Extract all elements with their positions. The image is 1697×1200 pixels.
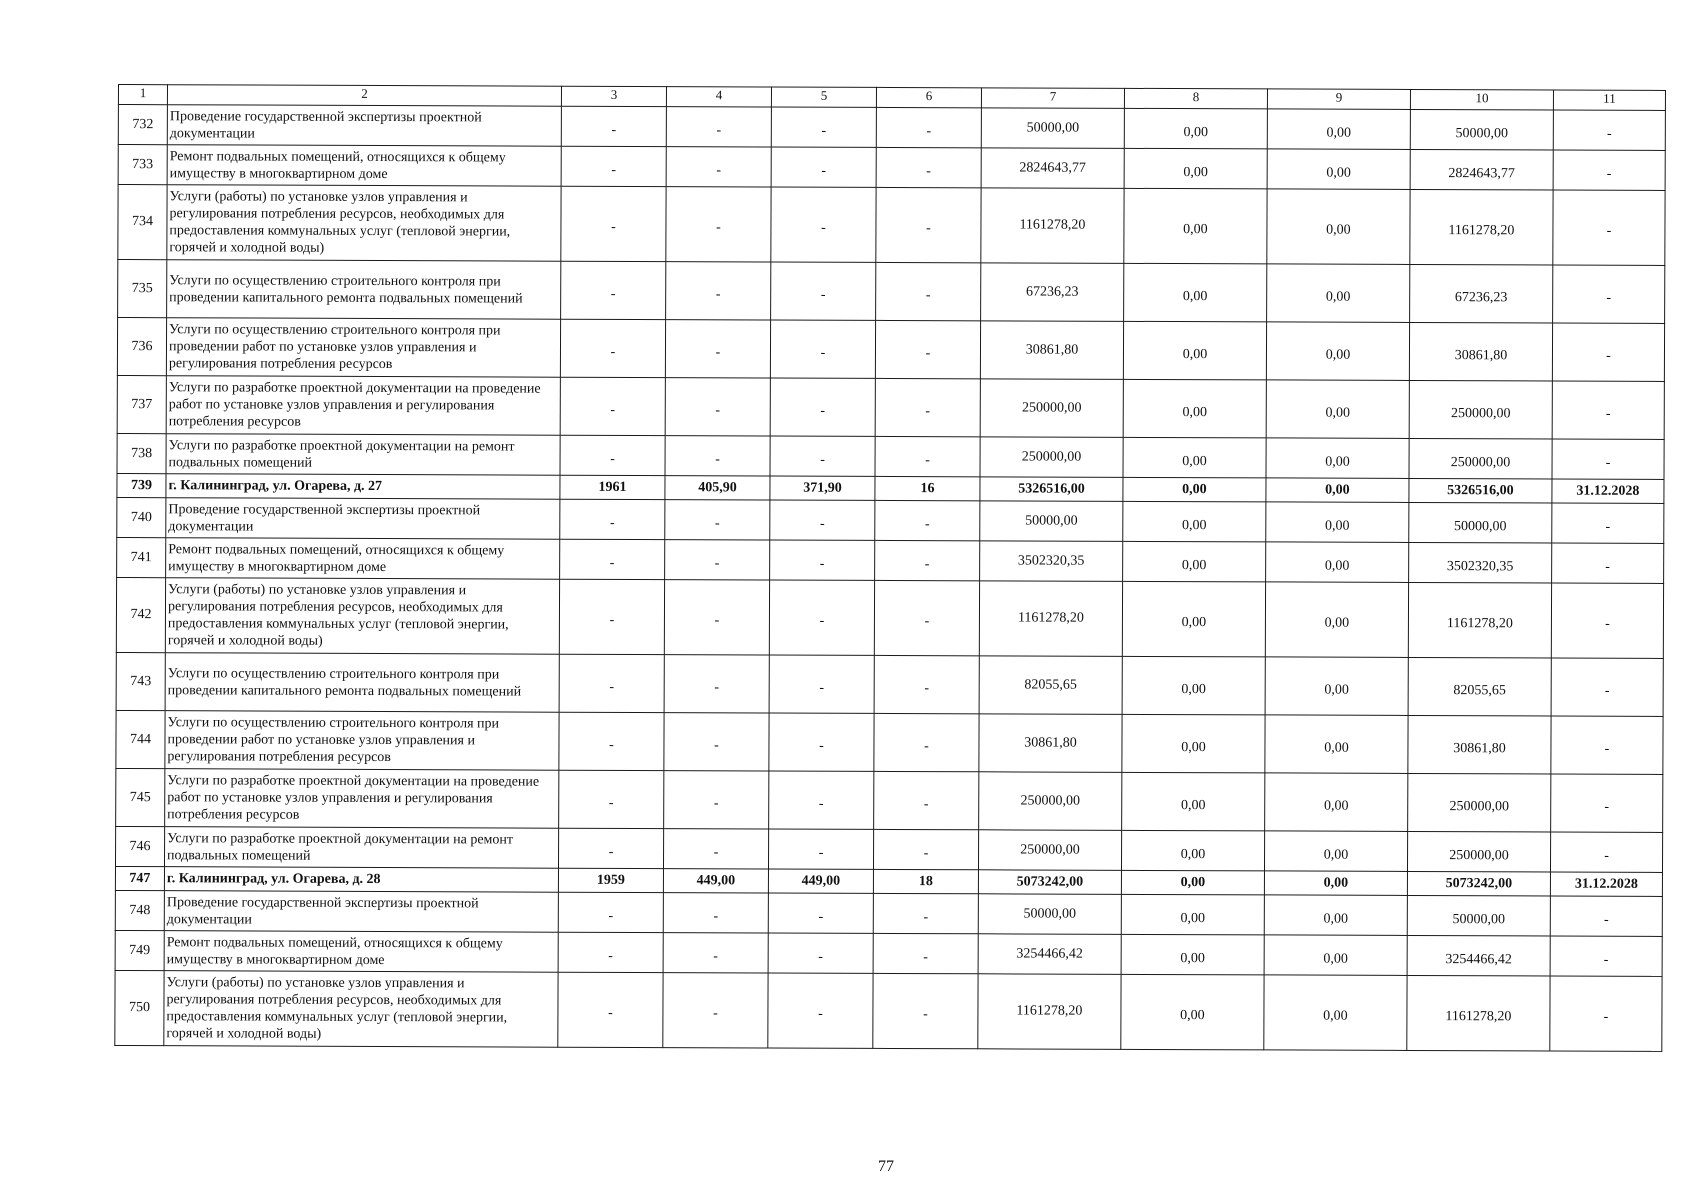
value-cell-11: -: [1550, 976, 1662, 1051]
value-cell-8: 0,00: [1123, 477, 1266, 502]
value-cell-4: -: [664, 771, 769, 829]
value-cell-9: 0,00: [1264, 975, 1407, 1051]
value-cell-7: 250000,00: [980, 437, 1123, 478]
value-cell-7: 50000,00: [980, 501, 1123, 542]
value-cell-8: 0,00: [1123, 379, 1266, 438]
value-cell-3: -: [560, 319, 665, 377]
value-cell-10: 5073242,00: [1407, 871, 1550, 896]
table-row: [116, 577, 1663, 658]
value-cell-3: -: [559, 654, 664, 712]
value-cell-7: 250000,00: [980, 379, 1123, 438]
value-cell-10: 250000,00: [1409, 438, 1552, 479]
value-cell-3: -: [561, 106, 666, 146]
work-description: Проведение государственной экспертизы проектной документации: [167, 105, 561, 147]
value-cell-3: -: [559, 579, 664, 654]
value-cell-5: -: [770, 320, 875, 378]
value-cell-7: 2824643,77: [981, 148, 1124, 189]
value-cell-8: 0,00: [1123, 541, 1266, 582]
value-cell-9: 0,00: [1265, 657, 1408, 716]
value-cell-11: -: [1553, 110, 1665, 150]
value-cell-9: 0,00: [1264, 935, 1407, 976]
value-cell-8: 0,00: [1123, 501, 1266, 542]
value-cell-7: 1161278,20: [979, 581, 1122, 657]
work-description: Услуги (работы) по установке узлов управления и регулирования потребления ресурсов, необходимых для предоставления коммунальных услуг (тепловой энергии, горячей и холодной воды): [164, 971, 558, 1048]
work-description: Ремонт подвальных помещений, относящихся к общему имуществу в многоквартирном доме: [167, 145, 561, 187]
value-cell-10: 1161278,20: [1407, 975, 1550, 1051]
value-cell-6: 16: [875, 476, 980, 500]
value-cell-7: 1161278,20: [981, 188, 1124, 264]
value-cell-6: -: [873, 973, 978, 1048]
table-row: [115, 826, 1662, 872]
value-cell-3: -: [560, 499, 665, 539]
value-cell-7: 1161278,20: [978, 974, 1121, 1050]
table-row: [117, 497, 1664, 543]
value-cell-7: 30861,80: [979, 714, 1122, 773]
row-number: 749: [115, 930, 164, 970]
value-cell-6: -: [874, 580, 979, 655]
value-cell-11: -: [1551, 716, 1663, 774]
value-cell-5: -: [769, 655, 874, 713]
value-cell-3: -: [560, 435, 665, 475]
value-cell-6: -: [875, 500, 980, 540]
value-cell-8: 0,00: [1121, 830, 1264, 871]
value-cell-9: 0,00: [1265, 582, 1408, 658]
value-cell-5: -: [769, 580, 874, 655]
value-cell-7: 5326516,00: [980, 477, 1123, 502]
value-cell-9: 0,00: [1267, 109, 1410, 150]
work-description: Услуги по разработке проектной документации на проведение работ по установке узлов управления и регулирования потребления ресурсов: [165, 769, 559, 829]
work-description: Услуги по осуществлению строительного контроля при проведении работ по установке узлов управления и регулирования потребления ресурсов: [165, 711, 559, 771]
table-row: [118, 185, 1665, 266]
row-number: 741: [117, 537, 166, 577]
table-row: [117, 433, 1664, 479]
table-row: [116, 768, 1663, 832]
table-sheet: [114, 84, 1666, 1052]
value-cell-9: 0,00: [1267, 189, 1410, 265]
value-cell-7: 250000,00: [979, 772, 1122, 831]
value-cell-10: 250000,00: [1409, 380, 1552, 439]
header-cell: 4: [666, 87, 771, 107]
value-cell-9: 0,00: [1264, 831, 1407, 872]
value-cell-5: -: [771, 187, 876, 262]
value-cell-4: -: [665, 540, 770, 580]
value-cell-3: -: [558, 972, 663, 1047]
value-cell-7: 50000,00: [981, 108, 1124, 149]
value-cell-4: -: [664, 655, 769, 713]
value-cell-5: -: [771, 262, 876, 320]
value-cell-5: 449,00: [768, 869, 873, 893]
value-cell-7: 3502320,35: [980, 541, 1123, 582]
value-cell-11: -: [1552, 381, 1664, 439]
value-cell-6: -: [874, 771, 979, 829]
value-cell-3: -: [558, 828, 663, 868]
value-cell-11: -: [1552, 503, 1664, 543]
value-cell-6: -: [876, 147, 981, 187]
work-description: Услуги по разработке проектной документации на ремонт подвальных помещений: [164, 827, 558, 869]
value-cell-8: 0,00: [1121, 934, 1264, 975]
work-description: Услуги по осуществлению строительного контроля при проведении капитального ремонта подвальных помещений: [167, 260, 561, 320]
value-cell-9: 0,00: [1266, 380, 1409, 439]
value-cell-9: 0,00: [1264, 871, 1407, 896]
value-cell-5: -: [770, 500, 875, 540]
value-cell-8: 0,00: [1122, 714, 1265, 773]
value-cell-10: 1161278,20: [1408, 582, 1551, 658]
value-cell-9: 0,00: [1266, 542, 1409, 583]
value-cell-11: -: [1552, 543, 1664, 583]
row-number: 735: [118, 260, 167, 318]
row-number: 740: [117, 497, 166, 537]
value-cell-3: 1959: [558, 868, 663, 892]
value-cell-3: -: [560, 377, 665, 435]
value-cell-6: 18: [873, 869, 978, 893]
value-cell-10: 67236,23: [1410, 264, 1553, 323]
value-cell-9: 0,00: [1266, 502, 1409, 543]
address-cell: г. Калининград, ул. Огарева, д. 27: [166, 474, 560, 500]
row-number: 734: [118, 185, 167, 260]
table-row: [118, 105, 1665, 151]
row-number: 738: [117, 433, 166, 473]
value-cell-6: -: [875, 378, 980, 436]
value-cell-3: -: [559, 770, 664, 828]
row-number: 736: [117, 318, 166, 376]
value-cell-9: 0,00: [1264, 895, 1407, 936]
value-cell-6: -: [874, 713, 979, 771]
value-cell-11: -: [1552, 439, 1664, 479]
value-cell-6: -: [874, 655, 979, 713]
value-cell-8: 0,00: [1123, 321, 1266, 380]
header-cell: 2: [167, 85, 561, 107]
value-cell-4: -: [663, 893, 768, 933]
work-description: Ремонт подвальных помещений, относящихся к общему имуществу в многоквартирном доме: [164, 931, 558, 973]
value-cell-10: 250000,00: [1407, 831, 1550, 872]
value-cell-4: -: [665, 436, 770, 476]
value-cell-11: -: [1551, 658, 1663, 716]
value-cell-6: -: [873, 893, 978, 933]
table-row: [117, 318, 1664, 382]
value-cell-6: -: [875, 436, 980, 476]
value-cell-8: 0,00: [1121, 894, 1264, 935]
row-number: 743: [116, 652, 165, 710]
row-number: 746: [115, 826, 164, 866]
value-cell-11: -: [1553, 150, 1665, 190]
value-cell-11: 31.12.2028: [1552, 479, 1664, 503]
value-cell-11: -: [1551, 583, 1663, 658]
value-cell-7: 5073242,00: [978, 870, 1121, 895]
value-cell-7: 30861,80: [980, 321, 1123, 380]
work-description: Услуги по разработке проектной документации на ремонт подвальных помещений: [166, 434, 560, 476]
value-cell-6: -: [875, 320, 980, 378]
work-description: Услуги (работы) по установке узлов управления и регулирования потребления ресурсов, необходимых для предоставления коммунальных услуг (тепловой энергии, горячей и холодной воды): [167, 185, 561, 262]
value-cell-3: -: [560, 539, 665, 579]
value-cell-10: 1161278,20: [1410, 189, 1553, 265]
value-cell-3: -: [559, 712, 664, 770]
value-cell-4: -: [666, 262, 771, 320]
value-cell-10: 82055,65: [1408, 657, 1551, 716]
work-description: Услуги (работы) по установке узлов управления и регулирования потребления ресурсов, необходимых для предоставления коммунальных услуг (тепловой энергии, горячей и холодной воды): [165, 578, 559, 655]
value-cell-7: 82055,65: [979, 656, 1122, 715]
value-cell-9: 0,00: [1267, 264, 1410, 323]
value-cell-8: 0,00: [1122, 772, 1265, 831]
table-row: [117, 537, 1664, 583]
table-row: [115, 970, 1662, 1051]
row-number: 744: [116, 710, 165, 768]
value-cell-6: -: [876, 107, 981, 147]
value-cell-3: -: [561, 261, 666, 319]
header-cell: 5: [771, 87, 876, 107]
value-cell-8: 0,00: [1124, 263, 1267, 322]
row-number: 732: [118, 105, 167, 145]
value-cell-10: 50000,00: [1410, 109, 1553, 150]
value-cell-5: -: [768, 933, 873, 973]
value-cell-11: -: [1550, 896, 1662, 936]
value-cell-11: -: [1550, 832, 1662, 872]
value-cell-6: -: [876, 187, 981, 262]
work-description: Проведение государственной экспертизы проектной документации: [166, 498, 560, 540]
row-number: 747: [115, 866, 164, 890]
value-cell-4: -: [663, 973, 768, 1048]
value-cell-7: 67236,23: [981, 263, 1124, 322]
value-cell-4: -: [664, 713, 769, 771]
value-cell-4: -: [665, 378, 770, 436]
row-number: 733: [118, 145, 167, 185]
value-cell-8: 0,00: [1121, 974, 1264, 1050]
table-row: [118, 145, 1665, 191]
value-cell-11: -: [1550, 936, 1662, 976]
value-cell-5: -: [770, 436, 875, 476]
value-cell-5: -: [770, 540, 875, 580]
value-cell-4: -: [666, 147, 771, 187]
value-cell-9: 0,00: [1267, 149, 1410, 190]
value-cell-4: -: [666, 187, 771, 262]
value-cell-9: 0,00: [1266, 478, 1409, 503]
value-cell-11: 31.12.2028: [1550, 872, 1662, 896]
value-cell-3: -: [558, 892, 663, 932]
value-cell-8: 0,00: [1123, 437, 1266, 478]
value-cell-5: -: [768, 829, 873, 869]
work-description: Услуги по осуществлению строительного контроля при проведении работ по установке узлов управления и регулирования потребления ресурсов: [166, 318, 560, 378]
value-cell-8: 0,00: [1122, 581, 1265, 657]
header-cell: 1: [118, 85, 167, 105]
table-row: [117, 375, 1664, 439]
value-cell-11: -: [1552, 323, 1664, 381]
value-cell-8: 0,00: [1124, 108, 1267, 149]
table-row: [118, 260, 1665, 324]
value-cell-5: 371,90: [770, 476, 875, 500]
table-row: [116, 710, 1663, 774]
work-description: Проведение государственной экспертизы проектной документации: [164, 891, 558, 933]
table-row: [115, 930, 1662, 976]
value-cell-10: 3502320,35: [1409, 542, 1552, 583]
header-cell: 3: [561, 86, 666, 106]
value-cell-6: -: [875, 540, 980, 580]
value-cell-11: -: [1553, 190, 1665, 265]
value-cell-5: -: [771, 107, 876, 147]
row-number: 750: [115, 970, 164, 1045]
value-cell-10: 50000,00: [1407, 895, 1550, 936]
value-cell-5: -: [770, 378, 875, 436]
value-cell-4: -: [663, 933, 768, 973]
table-row: [116, 652, 1663, 716]
row-number: 739: [117, 473, 166, 497]
work-description: Ремонт подвальных помещений, относящихся к общему имуществу в многоквартирном доме: [166, 538, 560, 580]
value-cell-3: -: [561, 186, 666, 261]
value-cell-6: -: [873, 933, 978, 973]
value-cell-3: -: [561, 146, 666, 186]
address-cell: г. Калининград, ул. Огарева, д. 28: [164, 867, 558, 893]
row-number: 742: [116, 577, 165, 652]
value-cell-10: 5326516,00: [1409, 478, 1552, 503]
value-cell-3: 1961: [560, 475, 665, 499]
work-description: Услуги по осуществлению строительного контроля при проведении капитального ремонта подвальных помещений: [165, 653, 559, 713]
page-number: 77: [878, 1158, 894, 1175]
value-cell-8: 0,00: [1124, 148, 1267, 189]
value-cell-10: 2824643,77: [1410, 149, 1553, 190]
header-cell: 7: [981, 88, 1124, 109]
value-cell-3: -: [558, 932, 663, 972]
value-cell-10: 50000,00: [1409, 502, 1552, 543]
value-cell-4: -: [665, 500, 770, 540]
header-cell: 8: [1124, 88, 1267, 109]
value-cell-10: 250000,00: [1408, 773, 1551, 832]
value-cell-5: -: [769, 713, 874, 771]
value-cell-6: -: [876, 262, 981, 320]
value-cell-6: -: [873, 829, 978, 869]
header-cell: 6: [876, 87, 981, 107]
header-cell: 11: [1553, 90, 1665, 110]
table-body: [115, 85, 1666, 1052]
value-cell-11: -: [1553, 265, 1665, 323]
row-number: 745: [116, 768, 165, 826]
value-cell-11: -: [1551, 774, 1663, 832]
value-cell-7: 250000,00: [978, 830, 1121, 871]
value-cell-4: 405,90: [665, 476, 770, 500]
value-cell-4: -: [666, 107, 771, 147]
value-cell-8: 0,00: [1122, 656, 1265, 715]
value-cell-5: -: [771, 147, 876, 187]
value-cell-5: -: [769, 771, 874, 829]
value-cell-8: 0,00: [1124, 188, 1267, 264]
value-cell-10: 3254466,42: [1407, 935, 1550, 976]
value-cell-7: 3254466,42: [978, 934, 1121, 975]
work-description: Услуги по разработке проектной документации на проведение работ по установке узлов управления и регулирования потребления ресурсов: [166, 376, 560, 436]
value-cell-4: -: [663, 829, 768, 869]
value-cell-4: -: [665, 320, 770, 378]
value-cell-9: 0,00: [1265, 773, 1408, 832]
value-cell-10: 30861,80: [1409, 322, 1552, 381]
value-cell-10: 30861,80: [1408, 715, 1551, 774]
header-cell: 9: [1267, 89, 1410, 110]
value-cell-7: 50000,00: [978, 894, 1121, 935]
value-cell-4: 449,00: [663, 869, 768, 893]
value-cell-9: 0,00: [1265, 715, 1408, 774]
data-table: [114, 84, 1666, 1052]
value-cell-5: -: [768, 973, 873, 1048]
value-cell-4: -: [664, 580, 769, 655]
row-number: 737: [117, 375, 166, 433]
value-cell-8: 0,00: [1121, 870, 1264, 895]
header-cell: 10: [1410, 89, 1553, 110]
value-cell-9: 0,00: [1266, 438, 1409, 479]
value-cell-9: 0,00: [1266, 322, 1409, 381]
row-number: 748: [115, 890, 164, 930]
table-row: [115, 890, 1662, 936]
value-cell-5: -: [768, 893, 873, 933]
